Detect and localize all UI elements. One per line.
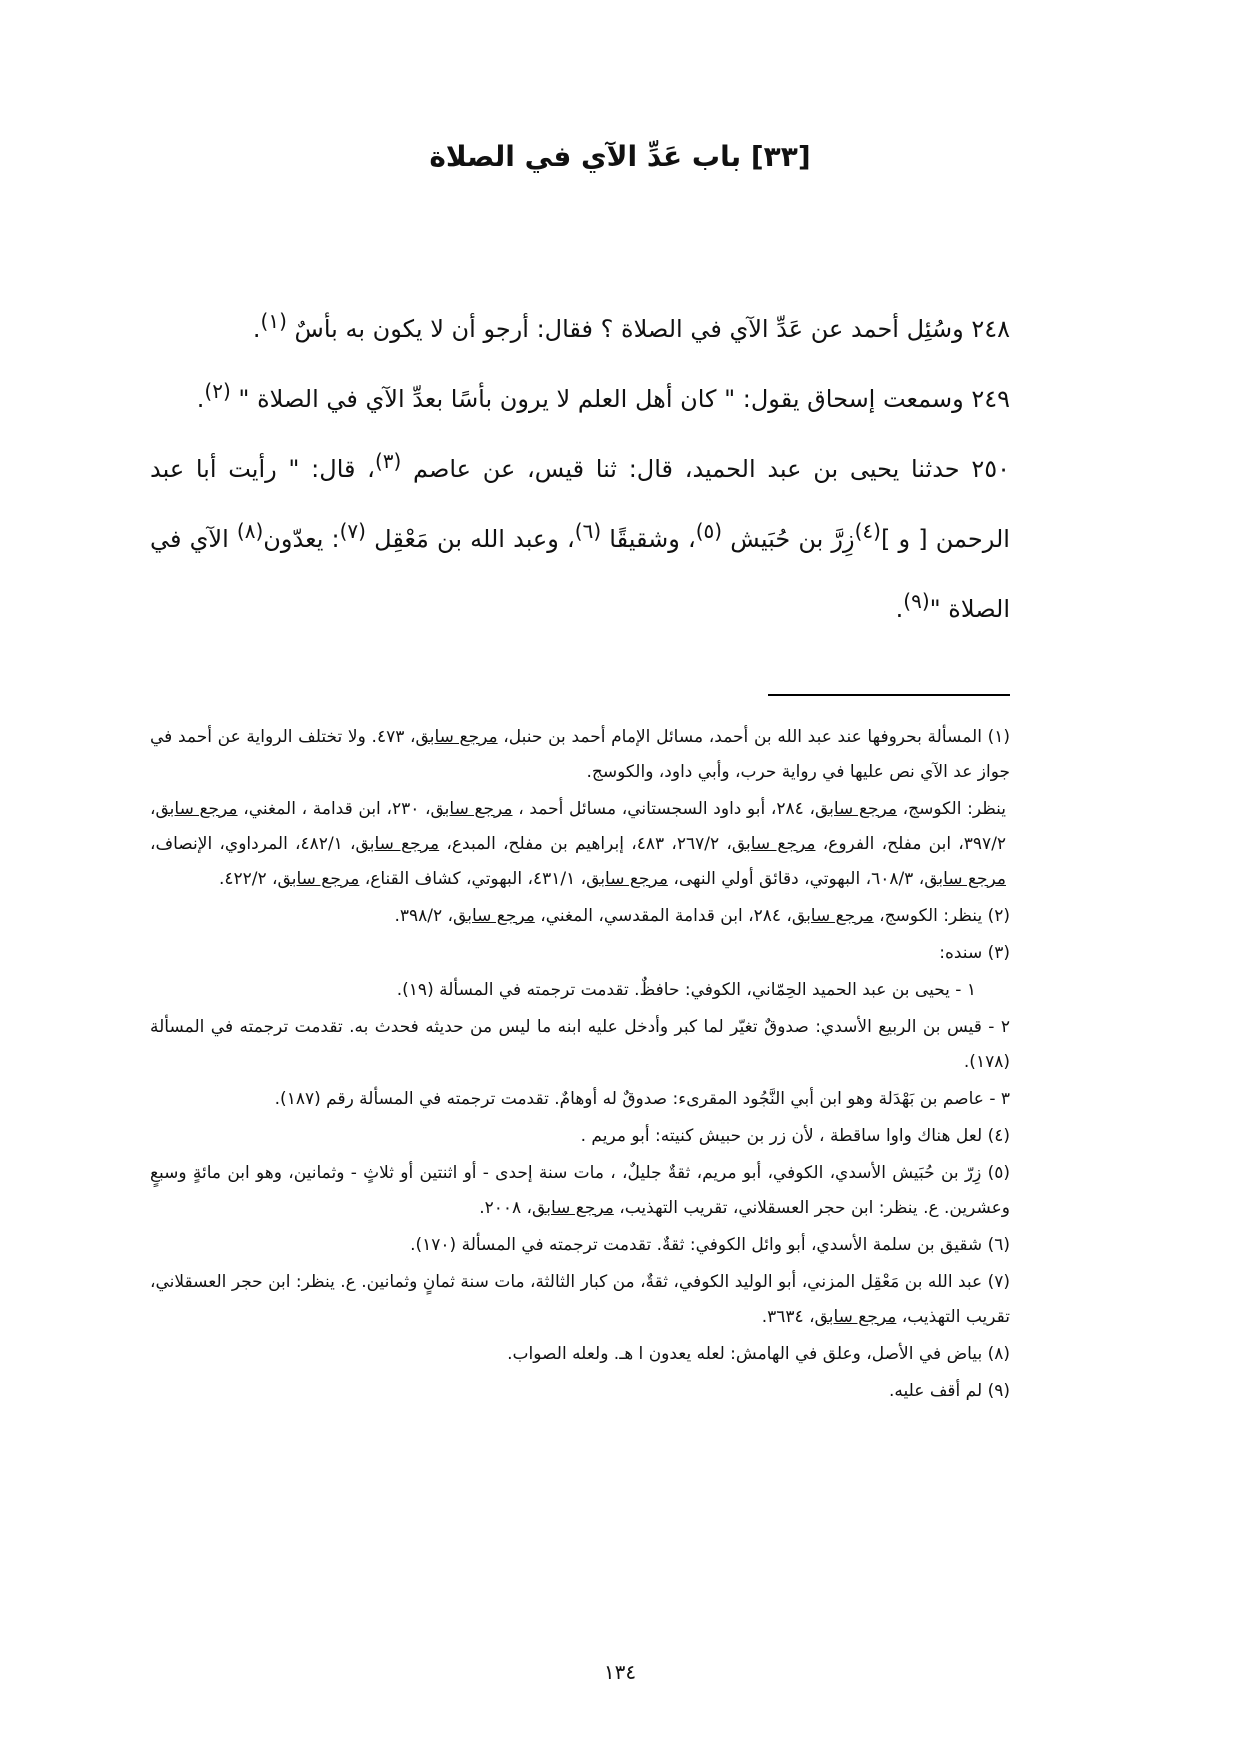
text-250-a: ٢٥٠ حدثنا يحيى بن عبد الحميد، قال: ثنا قيس، عن عاصم [413,455,1011,483]
fn5-a: (٥) زِرّ بن حُبَيش الأسدي، الكوفي، أبو مريم، ثقةٌ جليلٌ، ، مات سنة إحدى - أو اثنتين أو ثلاثٍ - وثمانين، وهو ابن مائةٍ وسبعٍ وعشرين. ع. ينظر: ابن حجر العسقلاني، تقريب التهذيب، [150,1163,1010,1218]
fn2-c: ، ٣٩٨/٢. [394,906,454,926]
ref-link: مرجع سابق [532,1198,614,1218]
footnote-ref-2[interactable]: (٢) [204,379,231,403]
ref-link: مرجع سابق [355,834,440,854]
fn1c-h: ، ٤٣١/١، البهوتي، كشاف القناع، [359,869,587,889]
fn1-text-b: ، ٤٧٣. ولا تختلف الرواية عن أحمد في جواز عد الآي نص عليها في رواية حرب، وأبي داود، والكوسج. [150,727,1010,782]
text-250-d: ، وشقيقًا [609,525,696,553]
fn1c-a: ينظر: الكوسج، [897,799,1007,819]
footnote-ref-6[interactable]: (٦) [574,519,602,543]
text-250-b: ، قال: " رأيت أبا عبد الرحمن [ و ] [150,455,1010,553]
fn7-a: (٧) عبد الله بن مَعْقِل المزني، أبو الوليد الكوفي، ثقةٌ، من كبار الثالثة، مات سنة ثمانٍ وثمانين. ع. ينظر: ابن حجر العسقلاني، تقريب التهذيب، [150,1272,1010,1327]
fn1-text-a: (١) المسألة بحروفها عند عبد الله بن أحمد، مسائل الإمام أحمد بن حنبل، [497,727,1011,747]
footnote-ref-9[interactable]: (٩) [903,589,930,613]
fn1c-i: ، ٤٢٢/٢. [218,869,278,889]
ref-link: مرجع سابق [814,799,898,819]
fn1c-b: ، ٢٨٤، أبو داود السجستاني، مسائل أحمد ، [512,799,815,819]
footnote-ref-7[interactable]: (٧) [339,519,366,543]
footnote-3: (٣) سنده: [939,943,1010,963]
text-250-c: زِرَّ بن حُبَيش [730,525,855,553]
footnote-4: (٤) لعل هناك واوا ساقطة ، لأن زر بن حبيش كنيته: أبو مريم . [580,1126,1010,1146]
text-248: ٢٤٨ وسُئِل أحمد عن عَدِّ الآي في الصلاة ؟ فقال: أرجو أن لا يكون به بأسٌ [294,315,1010,343]
ref-link: مرجع سابق [415,727,498,747]
text-250-g: الآي في الصلاة " [150,525,1010,623]
footnote-3-item-3: ٣ - عاصم بن بَهْدَلة وهو ابن أبي النَّجُود المقرىء: صدوقٌ له أوهامٌ. تقدمت ترجمته في المسألة رقم (١٨٧). [274,1089,1010,1109]
footnote-7 [150,1265,1010,1335]
text-249: ٢٤٩ وسمعت إسحاق يقول: " كان أهل العلم لا يرون بأسًا بعدِّ الآي في الصلاة " [238,385,1010,413]
footnote-ref-4[interactable]: (٤) [854,519,881,543]
ref-link: مرجع سابق [430,799,513,819]
fn1c-d: ، ٣٩٧/٢، ابن مفلح، الفروع، [150,799,1007,854]
footnote-ref-8[interactable]: (٨) [236,519,264,543]
footnote-3-item-1: ١ - يحيى بن عبد الحميد الحِمّاني، الكوفي: حافظٌ. تقدمت ترجمته في المسألة (١٩). [396,980,976,1000]
footnotes [150,720,1010,1411]
footnote-1-cont [150,792,1010,897]
footnote-5 [150,1156,1010,1226]
ref-link: مرجع سابق [814,1307,897,1327]
ref-link: مرجع سابق [924,869,1006,889]
ref-link: مرجع سابق [155,799,238,819]
footnote-3-item-2: ٢ - قيس بن الربيع الأسدي: صدوقٌ تغيّر لما كبر وأدخل عليه ابنه ما ليس من حديثه فحدث به. تقدمت ترجمته في المسألة (١٧٨). [150,1017,1010,1072]
ref-link: مرجع سابق [791,906,874,926]
fn1c-c: ، ٢٣٠، ابن قدامة ، المغني، [237,799,431,819]
fn1c-g: ، ٦٠٨/٣، البهوتي، دقائق أولي النهى، [667,869,925,889]
ref-link: مرجع سابق [586,869,668,889]
footnote-separator [768,694,1010,696]
paragraph-248: ٢٤٨ وسُئِل أحمد عن عَدِّ الآي في الصلاة ؟ فقال: أرجو أن لا يكون به بأسٌ $^{(١)}$. [252,309,1010,343]
text-250-f: : يعدّون [263,525,340,553]
text-250-e: ، وعبد الله بن مَعْقِل [374,525,575,553]
ref-link: مرجع سابق [277,869,360,889]
main-text [150,290,1010,640]
ref-link: مرجع سابق [731,834,816,854]
footnote-8: (٨) بياض في الأصل، وعلق في الهامش: لعله يعدون ا هـ. ولعله الصواب. [507,1344,1010,1364]
fn1c-e: ، ٢٦٧/٢، ٤٨٣، إبراهيم بن مفلح، المبدع، [439,834,732,854]
footnote-1 [150,720,1010,790]
ref-link: مرجع سابق [453,906,535,926]
fn2-b: ، ٢٨٤، ابن قدامة المقدسي، المغني، [534,906,792,926]
fn2-a: (٢) ينظر: الكوسج، [873,906,1010,926]
paragraph-250: ٢٥٠ حدثنا يحيى بن عبد الحميد، قال: ثنا قيس، عن عاصم $^{(٣)}$، قال: " رأيت أبا عبد الرحمن [ و ]$^{(٤)}$زِرَّ بن حُبَيش $^{(٥)}$، وشقيقًا $^{(٦)}$، وعبد الله بن مَعْقِل $^{(٧)}$: يعدّون$^{(٨)}$ الآي في الصلاة "$^{(٩)}$. [150,449,1011,623]
page-number: ١٣٤ [603,1660,637,1684]
footnote-ref-5[interactable]: (٥) [695,519,723,543]
fn5-b: ، ٢٠٠٨. [479,1198,533,1218]
footnote-2 [150,899,1010,934]
footnote-6: (٦) شقيق بن سلمة الأسدي، أبو وائل الكوفي: ثقةٌ. تقدمت ترجمته في المسألة (١٧٠). [410,1235,1010,1255]
footnote-ref-1[interactable]: (١) [260,309,287,333]
footnote-ref-3[interactable]: (٣) [374,449,402,473]
fn7-b: ، ٣٦٣٤. [761,1307,815,1327]
footnote-9: (٩) لم أقف عليه. [889,1381,1010,1401]
fn1c-f: ، ٤٨٢/١، المرداوي، الإنصاف، [150,834,356,854]
paragraph-249: ٢٤٩ وسمعت إسحاق يقول: " كان أهل العلم لا يرون بأسًا بعدِّ الآي في الصلاة " $^{(٢)}$. [196,379,1010,413]
chapter-title: [٣٣] باب عَدِّ الآي في الصلاة [429,140,811,173]
